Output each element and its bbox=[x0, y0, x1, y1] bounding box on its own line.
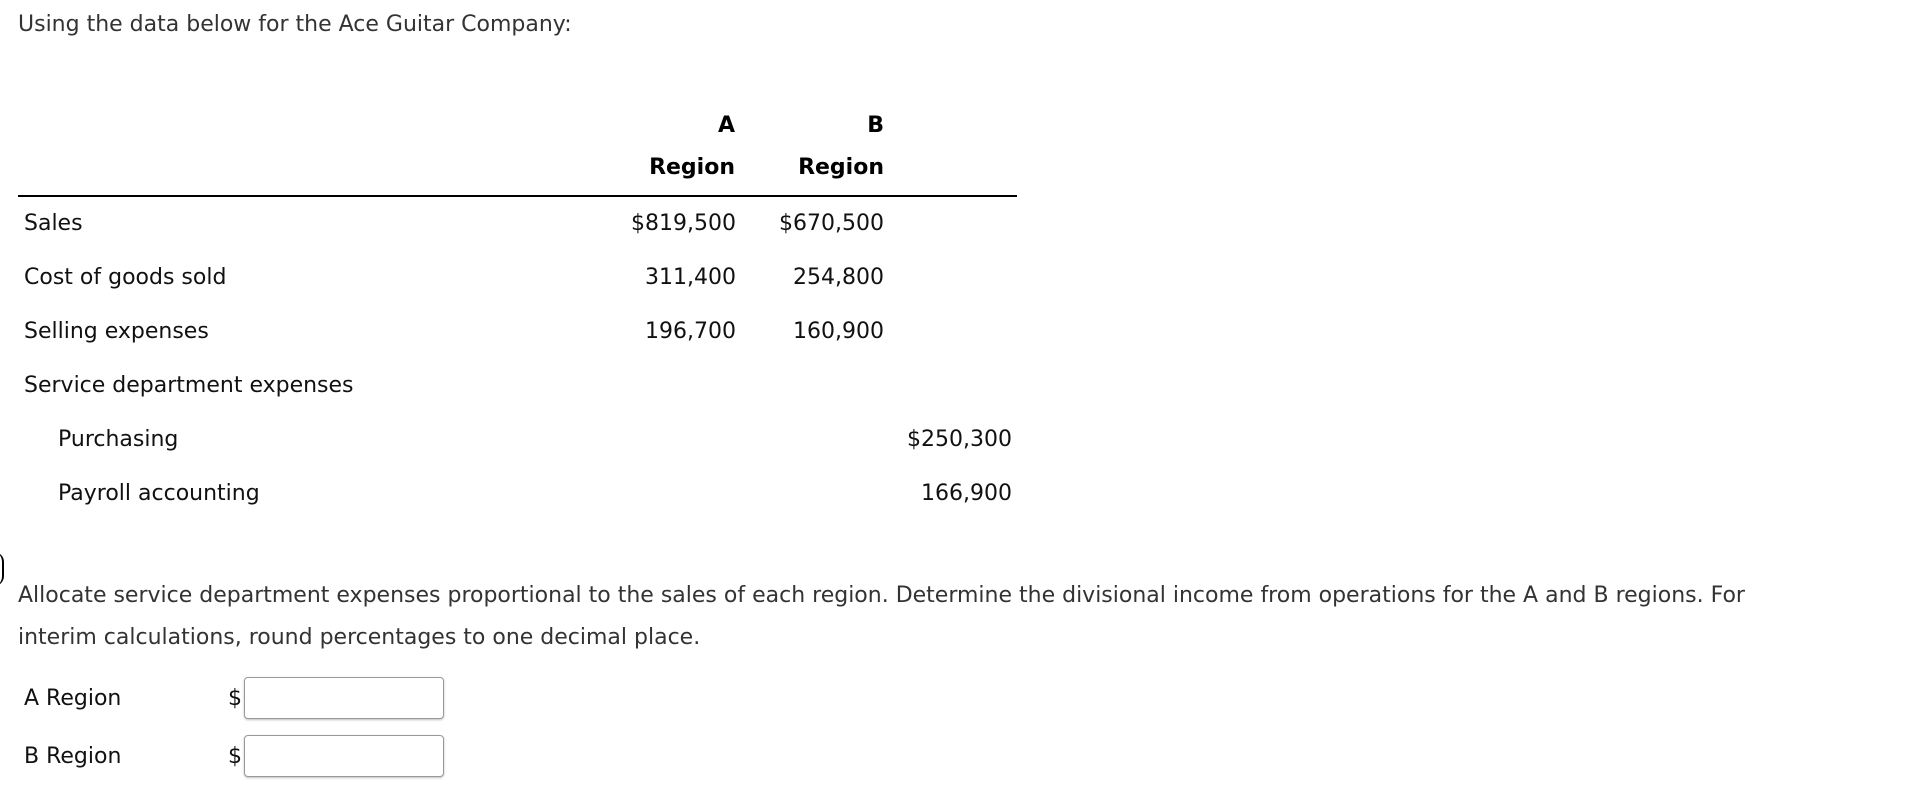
row-label: Cost of goods sold bbox=[24, 265, 227, 290]
a-region-income-input[interactable] bbox=[244, 677, 444, 719]
value-total: $250,300 bbox=[907, 427, 1012, 452]
row-label: Selling expenses bbox=[24, 319, 209, 344]
value-a: $819,500 bbox=[631, 211, 736, 236]
value-a: 311,400 bbox=[645, 265, 736, 290]
answer-label-a: A Region bbox=[24, 686, 122, 711]
header-a-line1: A bbox=[717, 113, 735, 138]
header-b-line2: Region bbox=[798, 155, 884, 180]
currency-symbol: $ bbox=[228, 686, 242, 711]
intro-text: Using the data below for the Ace Guitar Company: bbox=[18, 12, 572, 37]
question-marker bbox=[0, 552, 4, 586]
instructions-line2: interim calculations, round percentages to one decimal place. bbox=[18, 625, 701, 650]
value-b: $670,500 bbox=[779, 211, 884, 236]
row-label: Sales bbox=[24, 211, 83, 236]
currency-symbol: $ bbox=[228, 744, 242, 769]
header-b-line1: B bbox=[867, 113, 884, 138]
value-b: 254,800 bbox=[793, 265, 884, 290]
answer-label-b: B Region bbox=[24, 744, 122, 769]
instructions-line1: Allocate service department expenses proportional to the sales of each region. Determine the divisional income from operations for the A and B regions. For bbox=[18, 583, 1745, 608]
value-total: 166,900 bbox=[921, 481, 1012, 506]
header-rule bbox=[18, 195, 1017, 197]
header-a-line2: Region bbox=[649, 155, 735, 180]
value-b: 160,900 bbox=[793, 319, 884, 344]
value-a: 196,700 bbox=[645, 319, 736, 344]
row-label: Service department expenses bbox=[24, 373, 354, 398]
row-label: Payroll accounting bbox=[58, 481, 260, 506]
row-label: Purchasing bbox=[58, 427, 179, 452]
b-region-income-input[interactable] bbox=[244, 735, 444, 777]
